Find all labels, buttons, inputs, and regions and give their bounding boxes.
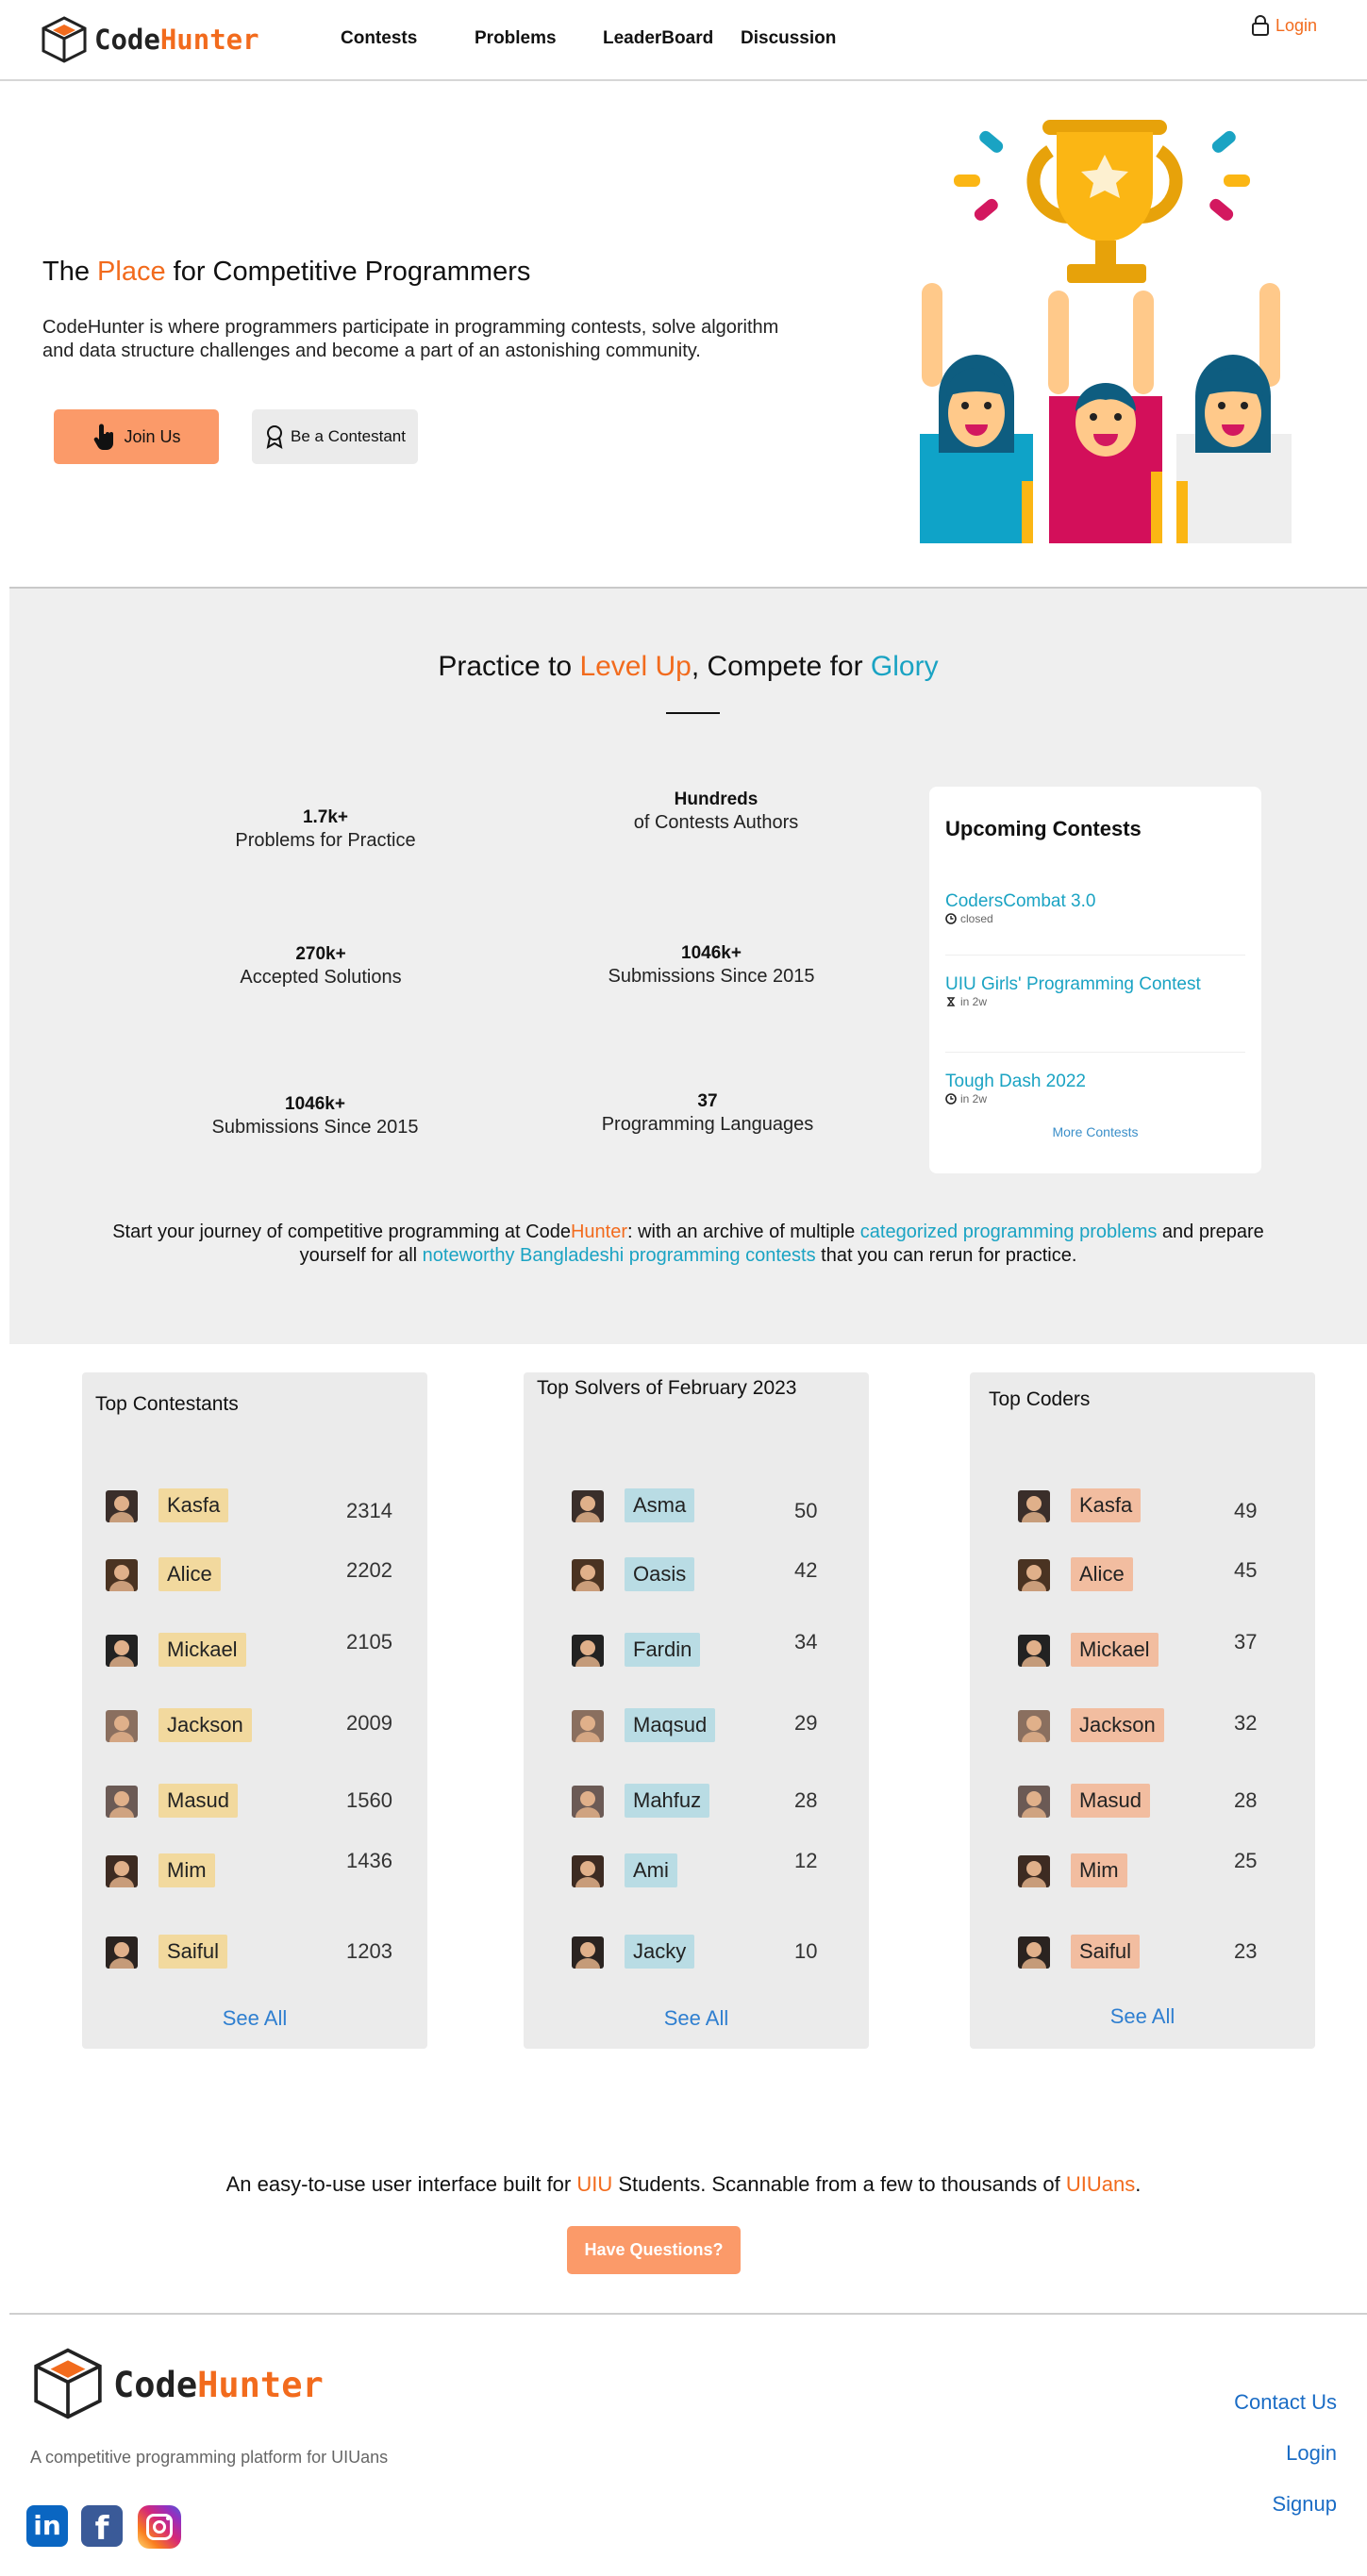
contest-name: CodersCombat 3.0 [945, 891, 1096, 911]
leaderboard-row[interactable] [82, 1630, 427, 1671]
contest-status: in 2w [960, 1092, 988, 1105]
footer-logo[interactable] [30, 2346, 332, 2421]
leaderboard-row[interactable] [82, 1932, 427, 1973]
avatar [106, 1490, 138, 1522]
contact-us-link[interactable]: Contact Us [1234, 2390, 1337, 2414]
leaderboard-row[interactable] [524, 1486, 869, 1527]
see-all-link[interactable]: See All [1109, 2004, 1175, 2028]
see-all-link[interactable]: See All [663, 2006, 729, 2030]
leaderboard-row[interactable] [82, 1486, 427, 1527]
leaderboard-row[interactable] [970, 1486, 1315, 1527]
see-all-link[interactable]: See All [222, 2006, 288, 2030]
user-score: 42 [794, 1558, 818, 1582]
join-us-label: Join Us [124, 426, 181, 446]
leaderboard-row[interactable] [970, 1851, 1315, 1892]
user-score: 1560 [346, 1788, 392, 1812]
hourglass-icon [945, 996, 957, 1007]
login-label: Login [1275, 15, 1318, 35]
leaderboard-row[interactable] [524, 1630, 869, 1671]
contest-status: in 2w [960, 995, 988, 1008]
user-name-badge[interactable]: Masud [1071, 1784, 1150, 1818]
trophy-celebration-illustration [920, 113, 1297, 543]
user-name-badge[interactable]: Mim [1071, 1853, 1127, 1887]
user-score: 12 [794, 1849, 818, 1872]
linkedin-icon[interactable]: in [26, 2505, 68, 2547]
lock-icon [1251, 14, 1270, 37]
stat-submissions: 1046k+ Submissions Since 2015 [608, 943, 815, 987]
leaderboard-row[interactable] [970, 1781, 1315, 1822]
leaderboard-row[interactable] [970, 1932, 1315, 1973]
avatar [1018, 1936, 1050, 1969]
stat-accepted: 270k+ Accepted Solutions [240, 944, 402, 988]
hero-title: The Place for Competitive Programmers [42, 257, 531, 287]
user-name-badge[interactable]: Ami [625, 1853, 677, 1887]
card-title: Top Solvers of February 2023 [537, 1377, 797, 1399]
avatar [106, 1786, 138, 1818]
practice-section [9, 587, 1367, 1344]
cube-logo-icon [30, 2346, 106, 2421]
user-score: 29 [794, 1711, 818, 1735]
more-contests-link[interactable]: More Contests [1052, 1124, 1139, 1139]
logo-text: CodeHunter [94, 24, 259, 56]
leaderboard-row[interactable] [970, 1554, 1315, 1596]
categorized-problems-link[interactable]: categorized programming problems [859, 1222, 1158, 1242]
avatar [572, 1710, 604, 1742]
join-us-button[interactable] [54, 409, 219, 464]
user-name-badge[interactable]: Mim [158, 1853, 215, 1887]
stat-authors: Hundreds of Contests Authors [633, 789, 799, 833]
avatar [1018, 1786, 1050, 1818]
leaderboard-row[interactable] [82, 1705, 427, 1747]
journey-text: Start your journey of competitive programming at CodeHunter: with an archive of multiple categorized programming problems and prepare yourself for all noteworthy Bangladeshi programming contests that you can rerun for practice. [112, 1222, 1264, 1266]
stat-submissions-2: 1046k+ Submissions Since 2015 [211, 1094, 419, 1138]
leaderboard-row[interactable] [970, 1630, 1315, 1671]
leaderboard-row[interactable] [524, 1932, 869, 1973]
footer-logo-text: CodeHunter [113, 2365, 324, 2405]
be-a-contestant-button[interactable] [252, 409, 418, 464]
nav-contests[interactable]: Contests [341, 28, 418, 48]
user-score: 25 [1234, 1849, 1258, 1872]
leaderboard-row[interactable] [82, 1851, 427, 1892]
top-coders-card [970, 1372, 1315, 2049]
site-logo[interactable] [40, 15, 266, 66]
clock-icon [945, 913, 957, 924]
footer-tagline: A competitive programming platform for UIUans [30, 2448, 389, 2467]
avatar [572, 1490, 604, 1522]
top-solvers-card [524, 1372, 869, 2049]
avatar [572, 1855, 604, 1887]
leaderboard-row[interactable] [524, 1851, 869, 1892]
have-questions-button[interactable]: Have Questions? [567, 2226, 741, 2274]
user-score: 49 [1234, 1499, 1258, 1522]
practice-heading: Practice to Level Up, Compete for Glory [438, 651, 939, 682]
avatar [1018, 1710, 1050, 1742]
signup-link[interactable]: Signup [1272, 2492, 1337, 2516]
upcoming-contests-title: Upcoming Contests [945, 817, 1142, 840]
user-name-badge[interactable]: Jacky [625, 1935, 694, 1969]
avatar [106, 1710, 138, 1742]
user-score: 1203 [346, 1939, 392, 1963]
heading-underline [666, 712, 720, 714]
user-score: 34 [794, 1630, 818, 1654]
be-a-contestant-label: Be a Contestant [291, 427, 406, 445]
avatar [572, 1559, 604, 1591]
leaderboard-row[interactable] [82, 1554, 427, 1596]
cube-logo-icon [40, 15, 89, 64]
user-score: 1436 [346, 1849, 392, 1872]
hero-description: CodeHunter is where programmers participate in programming contests, solve algorithm and data structure challenges and become a part of an astonishing community. [42, 317, 779, 361]
user-name-badge[interactable]: Mickael [158, 1633, 246, 1667]
user-score: 45 [1234, 1558, 1258, 1582]
contest-item[interactable] [945, 891, 1095, 925]
avatar [106, 1936, 138, 1969]
avatar [572, 1786, 604, 1818]
instagram-icon[interactable] [138, 2505, 181, 2549]
avatar [572, 1936, 604, 1969]
card-title: Top Contestants [95, 1393, 239, 1415]
leaderboard-row[interactable] [524, 1781, 869, 1822]
footer-divider [9, 2313, 1367, 2315]
contest-status: closed [960, 912, 993, 925]
user-name-badge[interactable]: Fardin [625, 1633, 700, 1667]
user-name-badge[interactable]: Saiful [158, 1935, 227, 1969]
user-name-badge[interactable]: Maqsud [625, 1708, 715, 1742]
bangladeshi-contests-link[interactable]: noteworthy Bangladeshi programming contests [422, 1245, 816, 1266]
top-contestants-card [82, 1372, 427, 2049]
contest-name: UIU Girls' Programming Contest [945, 974, 1201, 994]
user-name-badge[interactable]: Kasfa [1071, 1488, 1141, 1522]
user-score: 2105 [346, 1630, 392, 1654]
user-score: 28 [1234, 1788, 1258, 1812]
stat-problems: 1.7k+ Problems for Practice [235, 807, 416, 851]
nav-leaderboard[interactable]: LeaderBoard [603, 28, 714, 48]
user-name-badge[interactable]: Jackson [1071, 1708, 1164, 1742]
stat-languages: 37 Programming Languages [601, 1091, 814, 1135]
award-ribbon-icon [264, 424, 285, 449]
leaderboard-row[interactable] [970, 1705, 1315, 1747]
avatar [106, 1635, 138, 1667]
avatar [1018, 1559, 1050, 1591]
facebook-icon[interactable]: f [81, 2505, 123, 2547]
user-name-badge[interactable]: Masud [158, 1784, 238, 1818]
hand-pointer-icon [92, 423, 116, 451]
login-link[interactable] [1251, 14, 1317, 37]
avatar [106, 1559, 138, 1591]
avatar [106, 1855, 138, 1887]
contest-name: Tough Dash 2022 [945, 1072, 1086, 1091]
top-navbar [0, 0, 1367, 81]
user-name-badge[interactable]: Alice [158, 1557, 221, 1591]
avatar [1018, 1635, 1050, 1667]
user-score: 50 [794, 1499, 818, 1522]
user-score: 2202 [346, 1558, 392, 1582]
card-title: Top Coders [989, 1388, 1091, 1410]
user-score: 23 [1234, 1939, 1258, 1963]
nav-problems[interactable]: Problems [475, 28, 557, 48]
user-name-badge[interactable]: Oasis [625, 1557, 694, 1591]
user-name-badge[interactable]: Mickael [1071, 1633, 1159, 1667]
user-name-badge[interactable]: Asma [625, 1488, 694, 1522]
avatar [1018, 1490, 1050, 1522]
contest-item[interactable] [945, 974, 1201, 1008]
nav-discussion[interactable]: Discussion [741, 28, 837, 48]
user-name-badge[interactable]: Kasfa [158, 1488, 228, 1522]
avatar [572, 1635, 604, 1667]
leaderboard-row[interactable] [82, 1781, 427, 1822]
user-name-badge[interactable]: Alice [1071, 1557, 1133, 1591]
user-score: 32 [1234, 1711, 1258, 1735]
user-score: 2314 [346, 1499, 392, 1522]
avatar [1018, 1855, 1050, 1887]
cta-text: An easy-to-use user interface built for UIU Students. Scannable from a few to thousands of UIUans. [225, 2172, 1142, 2196]
footer-login-link[interactable]: Login [1286, 2441, 1337, 2465]
contest-item[interactable] [945, 1072, 1086, 1105]
user-name-badge[interactable]: Mahfuz [625, 1784, 709, 1818]
clock-icon [945, 1093, 957, 1105]
user-name-badge[interactable]: Jackson [158, 1708, 252, 1742]
leaderboard-row[interactable] [524, 1705, 869, 1747]
user-score: 10 [794, 1939, 818, 1963]
user-name-badge[interactable]: Saiful [1071, 1935, 1140, 1969]
leaderboard-row[interactable] [524, 1554, 869, 1596]
user-score: 37 [1234, 1630, 1258, 1654]
user-score: 28 [794, 1788, 818, 1812]
user-score: 2009 [346, 1711, 392, 1735]
upcoming-contests-card [929, 787, 1261, 1173]
